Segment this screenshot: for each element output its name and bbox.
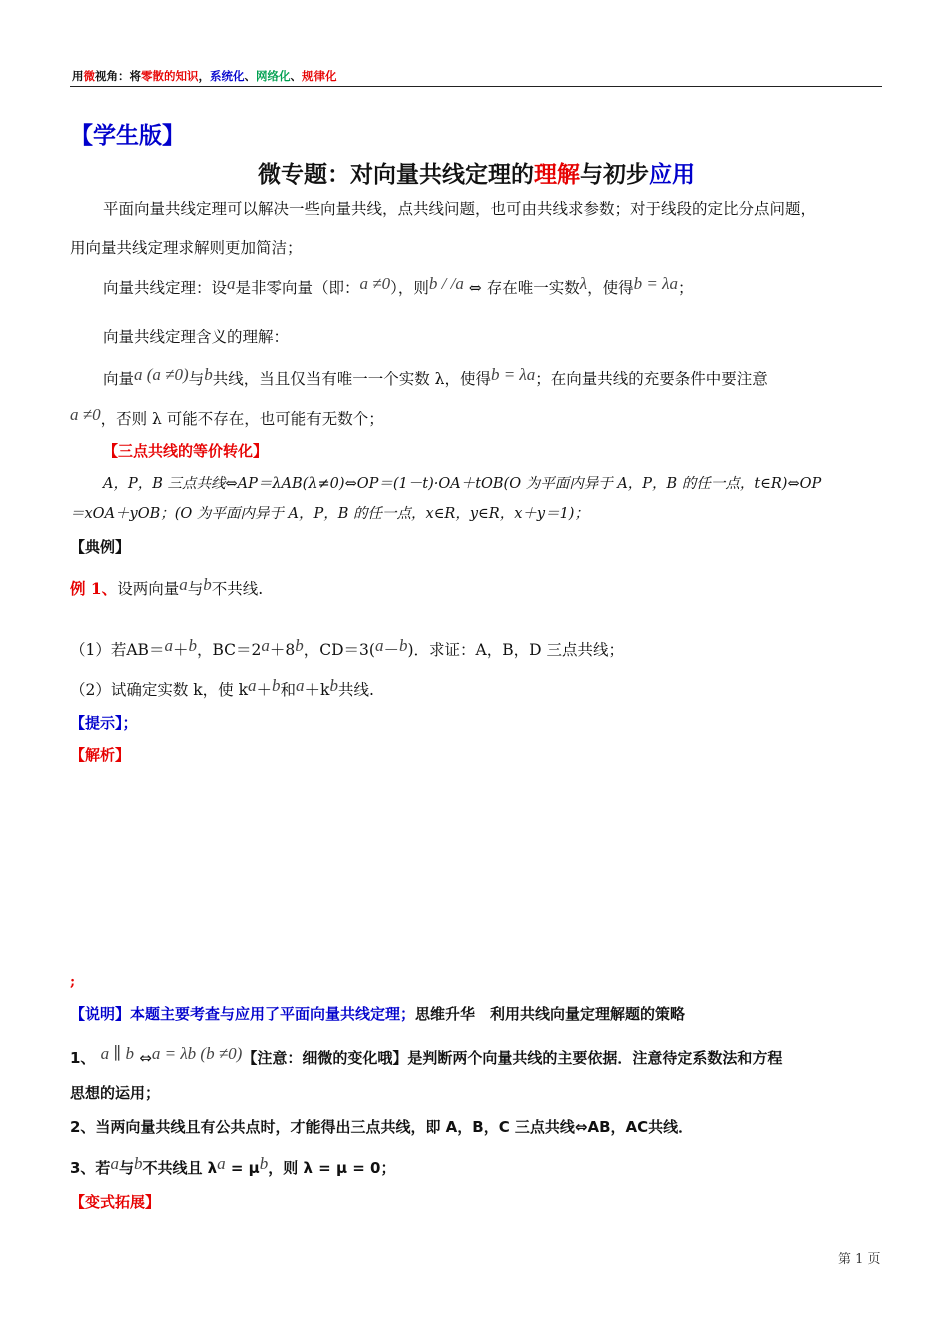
math-equation: b = λa: [633, 274, 678, 293]
theorem-statement: [103, 276, 693, 298]
math-b: b: [272, 676, 281, 695]
math-equation: b = λa: [490, 365, 536, 384]
text: （2）试确定实数 k，使 k: [70, 681, 249, 699]
three-points-line-1: A，P，B 三点共线⇔AP＝λAB(λ≠0)⇔OP＝(1－t)·OA＋tOB(O 为平面内异于 A，P，B 的任一点，t∈R)⇔OP: [103, 476, 822, 492]
page-header: [72, 68, 337, 84]
math-a: a: [227, 274, 236, 293]
header-text: 规律化: [302, 69, 337, 83]
point-1-line-1: [70, 1044, 783, 1068]
math-equation: a = λb (b ≠0): [151, 1044, 243, 1063]
text: 不共线.: [211, 580, 264, 598]
math-b: b: [295, 636, 304, 655]
text: 是非零向量（即：: [235, 279, 360, 297]
math-a: a: [110, 1154, 119, 1173]
text: （1）若AB＝: [70, 641, 165, 659]
text: 【注意：细微的变化哦】是判断两个向量共线的主要依据．注意待定系数法和方程: [242, 1049, 783, 1067]
text: 与: [188, 370, 205, 388]
text: 与: [118, 1159, 134, 1177]
math-parallel: a ∥ b: [100, 1044, 135, 1063]
note-line: [70, 1003, 685, 1024]
question-1: [70, 638, 624, 660]
example-1: [70, 577, 263, 599]
point-2: 2、当两向量共线且有公共点时，才能得出三点共线，即 A，B，C 三点共线⇔AB，AC共线．: [70, 1118, 694, 1136]
title-part: 微专题：对向量共线定理的: [258, 162, 534, 188]
text: 3、若: [70, 1159, 111, 1177]
math-a: a: [164, 636, 173, 655]
three-points-heading: 【三点共线的等价转化】: [103, 442, 269, 460]
three-points-line-2: ＝xOA＋yOB；(O 为平面内异于 A，P，B 的任一点，x∈R，y∈R，x＋y＝1)；: [70, 506, 589, 522]
math-b: b: [329, 676, 338, 695]
page-number: 第 1 页: [838, 1252, 881, 1267]
point-number: 1、: [70, 1049, 96, 1067]
text: 向量共线定理：设: [103, 279, 228, 297]
math-a: a: [261, 636, 270, 655]
math-parallel: b / /a: [428, 274, 464, 293]
math-a: a: [179, 575, 188, 594]
analysis-label: 【解析】: [70, 746, 131, 764]
text: = μ: [225, 1159, 260, 1177]
example-heading: 【典例】: [70, 538, 131, 556]
point-3: [70, 1154, 396, 1178]
intro-line-1: 平面向量共线定理可以解决一些向量共线，点共线问题，也可由共线求参数；对于线段的定比分点问题，: [103, 200, 817, 218]
math-b: b: [203, 575, 212, 594]
text: ＋8: [269, 641, 296, 659]
header-text: 网络化: [256, 69, 291, 83]
title-part: 与初步: [580, 162, 649, 188]
variant-heading: 【变式拓展】: [70, 1193, 161, 1211]
answer-end-mark: ;: [70, 974, 76, 990]
math-a-nonzero: a (a ≠0): [134, 365, 189, 384]
math-a: a: [296, 676, 305, 695]
math-b: b: [398, 636, 408, 655]
text: ，否则 λ 可能不存在，也可能有无数个；: [100, 410, 384, 428]
text: 向量: [103, 370, 135, 388]
math-b: b: [188, 636, 197, 655]
meaning-line-2: [70, 407, 384, 429]
example-label: 例 1、: [70, 579, 118, 598]
text: ，BC＝2: [196, 641, 262, 659]
math-a: a: [217, 1154, 226, 1173]
text: 和: [280, 681, 297, 699]
text: ＋: [172, 641, 189, 659]
math-a-nonzero: a ≠0: [70, 405, 101, 424]
math-b: b: [259, 1154, 269, 1173]
header-text: 微: [83, 69, 95, 83]
iff-symbol: ⇔: [139, 1049, 152, 1067]
text: ，CD＝3(: [303, 641, 375, 659]
header-text: 、: [244, 69, 256, 83]
math-lambda: λ: [579, 274, 588, 293]
text: 共线.: [337, 681, 374, 699]
text: ＋: [256, 681, 273, 699]
text: ，则 λ = μ = 0；: [268, 1159, 396, 1177]
note-text: 思维升华 利用共线向量定理解题的策略: [415, 1005, 686, 1023]
meaning-heading: 向量共线定理含义的理解：: [103, 328, 290, 346]
math-b: b: [133, 1154, 143, 1173]
text: 与: [187, 580, 204, 598]
text: ），则: [390, 279, 429, 297]
text: 设两向量: [117, 580, 180, 598]
page-title: [258, 156, 695, 189]
header-divider: [70, 86, 882, 87]
header-text: ，: [198, 69, 210, 83]
text: 存在唯一实数: [486, 279, 580, 297]
title-part: 理解: [534, 162, 580, 188]
text: ；在向量共线的充要条件中要注意: [535, 370, 768, 388]
hint-label: 【提示】；: [70, 714, 138, 732]
math-b: b: [204, 365, 213, 384]
iff-symbol: ⇔: [468, 279, 482, 297]
note-label: 【说明】本题主要考查与应用了平面向量共线定理；: [70, 1005, 416, 1023]
text: 不共线且 λ: [142, 1159, 218, 1177]
point-1-line-2: 思想的运用；: [70, 1084, 161, 1102]
question-2: [70, 678, 374, 700]
header-text: 系统化: [210, 69, 245, 83]
math-a: a: [374, 636, 384, 655]
header-text: 、: [290, 69, 302, 83]
header-text: 用: [72, 69, 84, 83]
text: )．求证：A，B，D 三点共线；: [407, 641, 624, 659]
meaning-line-1: [103, 367, 768, 389]
text: 共线，当且仅当有唯一一个实数 λ，使得: [212, 370, 491, 388]
header-text: 零散的知识: [141, 69, 199, 83]
text: ＋k: [304, 681, 330, 699]
math-condition: a ≠0: [359, 274, 391, 293]
text: ；: [677, 279, 694, 297]
version-tag: 【学生版】: [70, 123, 185, 149]
math-a: a: [248, 676, 257, 695]
intro-line-2: 用向量共线定理求解则更加简洁；: [70, 239, 303, 257]
title-part: 应用: [649, 162, 695, 188]
text: ，使得: [587, 279, 634, 297]
header-text: 视角：将: [95, 69, 141, 83]
text: －: [383, 641, 399, 659]
